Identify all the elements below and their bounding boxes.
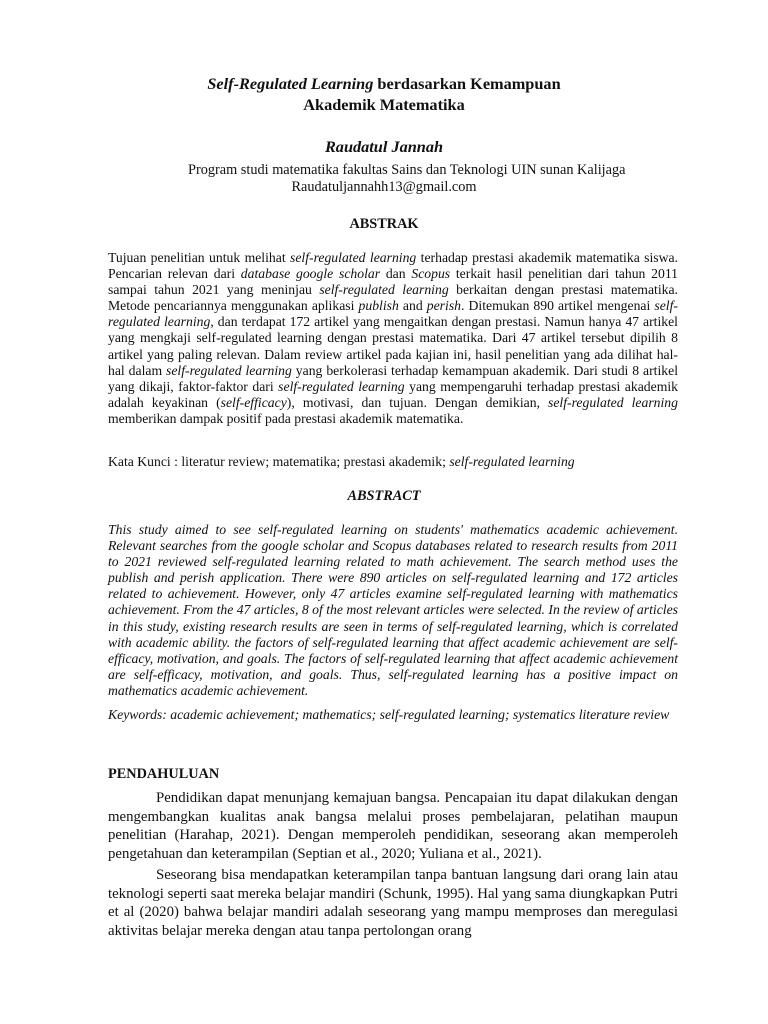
abstrak-italic-term: self-efficacy (220, 394, 287, 410)
abstrak-text-segment: berkaitan dengan prestasi matematika. Metode pencariannya menggunakan aplikasi (108, 282, 678, 314)
abstrak-italic-term: self-regulated learning (290, 250, 417, 265)
kata-kunci-italic: self-regulated learning (449, 454, 575, 469)
title-line-1 (0, 73, 768, 94)
abstrak-text-segment: ), motivasi, dan tujuan. Dengan demikian, (286, 394, 549, 410)
abstrak-text-segment: . Ditemukan 890 artikel mengenai (460, 298, 655, 314)
paper-title (0, 73, 768, 115)
abstrak-text-segment: memberikan dampak positif pada prestasi akademik matematika. (108, 410, 464, 426)
abstrak-text-segment: , dan terdapat 172 artikel yang mengaitkan dengan prestasi. Namun hanya 47 artikel yang mengkaji self-regulated learning dengan prestasi matematika. Dari 47 artikel tersebut dipilih 8 artikel yang paling relevan. Dalam review artikel pada kajian ini, hasil penelitian yang ada dilihat hal-hal dalam (108, 314, 678, 378)
title-italic-part: Self-Regulated Learning (207, 74, 374, 93)
abstrak-heading: ABSTRAK (349, 216, 419, 232)
author-affiliation: Program studi matematika fakultas Sains dan Teknologi UIN sunan Kalijaga (188, 162, 626, 178)
abstrak-italic-term: publish (358, 298, 399, 314)
title-line-2: Akademik Matematika (303, 95, 465, 114)
abstrak-italic-term: self-regulated learning (108, 298, 678, 330)
abstrak-italic-term: self-regulated learning (548, 394, 678, 410)
abstrak-text-segment: dan (380, 266, 412, 282)
abstrak-italic-term: self-regulated learning (319, 282, 449, 298)
author-name: Raudatul Jannah (324, 137, 444, 156)
abstrak-text-segment: yang mempengaruhi terhadap prestasi akademik adalah keyakinan ( (108, 378, 678, 410)
intro-paragraph-1: Pendidikan dapat menunjang kemajuan bangsa. Pencapaian itu dapat dilakukan dengan mengembangkan kualitas anak bangsa melalui proses pembelajaran, pelatihan maupun penelitian (Harahap, 2021). Dengan memperoleh pendidikan, seseorang akan memperoleh pengetahuan dan keterampilan (Septian et al., 2020; Yuliana et al., 2021). (108, 790, 678, 862)
kata-kunci-plain: literatur review; matematika; prestasi akademik; (181, 454, 450, 469)
abstract-heading: ABSTRACT (347, 488, 421, 504)
kata-kunci (108, 454, 688, 470)
abstrak-text-segment: Tujuan penelitian untuk melihat (108, 250, 290, 265)
abstrak-italic-term: self-regulated learning (166, 362, 292, 378)
intro-paragraph-2: Seseorang bisa mendapatkan keterampilan tanpa bantuan langsung dari orang lain atau teknologi seperti saat mereka belajar mandiri (Schunk, 1995). Hal yang sama diungkapkan Putri et al (2020) bahwa belajar mandiri adalah seseorang yang mampu memproses dan meregulasi aktivitas belajar mereka dengan atau tanpa pertolongan orang (108, 867, 678, 939)
kata-kunci-label: Kata Kunci : (108, 454, 182, 469)
abstrak-italic-term: Scopus (411, 266, 451, 282)
title-rest-part: berdasarkan Kemampuan (373, 74, 561, 93)
abstrak-text-segment: and (398, 298, 427, 314)
author-email: Raudatuljannahh13@gmail.com (291, 179, 477, 195)
abstrak-text-segment: yang berkolerasi terhadap kemampuan akademik. Dari studi 8 artikel yang dikaji, faktor-faktor dari (108, 362, 678, 394)
abstrak-italic-term: self-regulated learning (278, 378, 405, 394)
abstrak-paragraph (108, 250, 678, 427)
section-heading-pendahuluan: PENDAHULUAN (108, 766, 220, 782)
abstract-paragraph: This study aimed to see self-regulated learning on students' mathematics academic achievement. Relevant searches from the google scholar and Scopus databases related to research results from 2011 to 2021 reviewed self-regulated learning related to math achievement. The search method uses the publish and perish application. There were 890 articles on self-regulated learning and 172 articles related to achievement. However, only 47 articles examine self-regulated learning with mathematics achievement. From the 47 articles, 8 of the most relevant articles were selected. In the review of articles in this study, existing research results are seen in terms of self-regulated learning, which is correlated with academic ability. the factors of self-regulated learning that affect academic achievement are self-efficacy, motivation, and goals. The factors of self-regulated learning that affect academic achievement are self-efficacy, motivation, and goals. Thus, self-regulated learning has a positive impact on mathematics academic achievement. (108, 522, 678, 698)
abstrak-text-segment: terhadap prestasi akademik matematika siswa. Pencarian relevan dari (108, 250, 678, 282)
abstrak-text-segment: terkait hasil penelitian dari tahun 2011 sampai tahun 2021 yang meninjau (108, 266, 679, 298)
abstract-keywords: Keywords: academic achievement; mathematics; self-regulated learning; systematics literature review (108, 707, 670, 722)
abstrak-italic-term: database google scholar (240, 266, 381, 282)
abstrak-italic-term: perish (426, 298, 461, 314)
